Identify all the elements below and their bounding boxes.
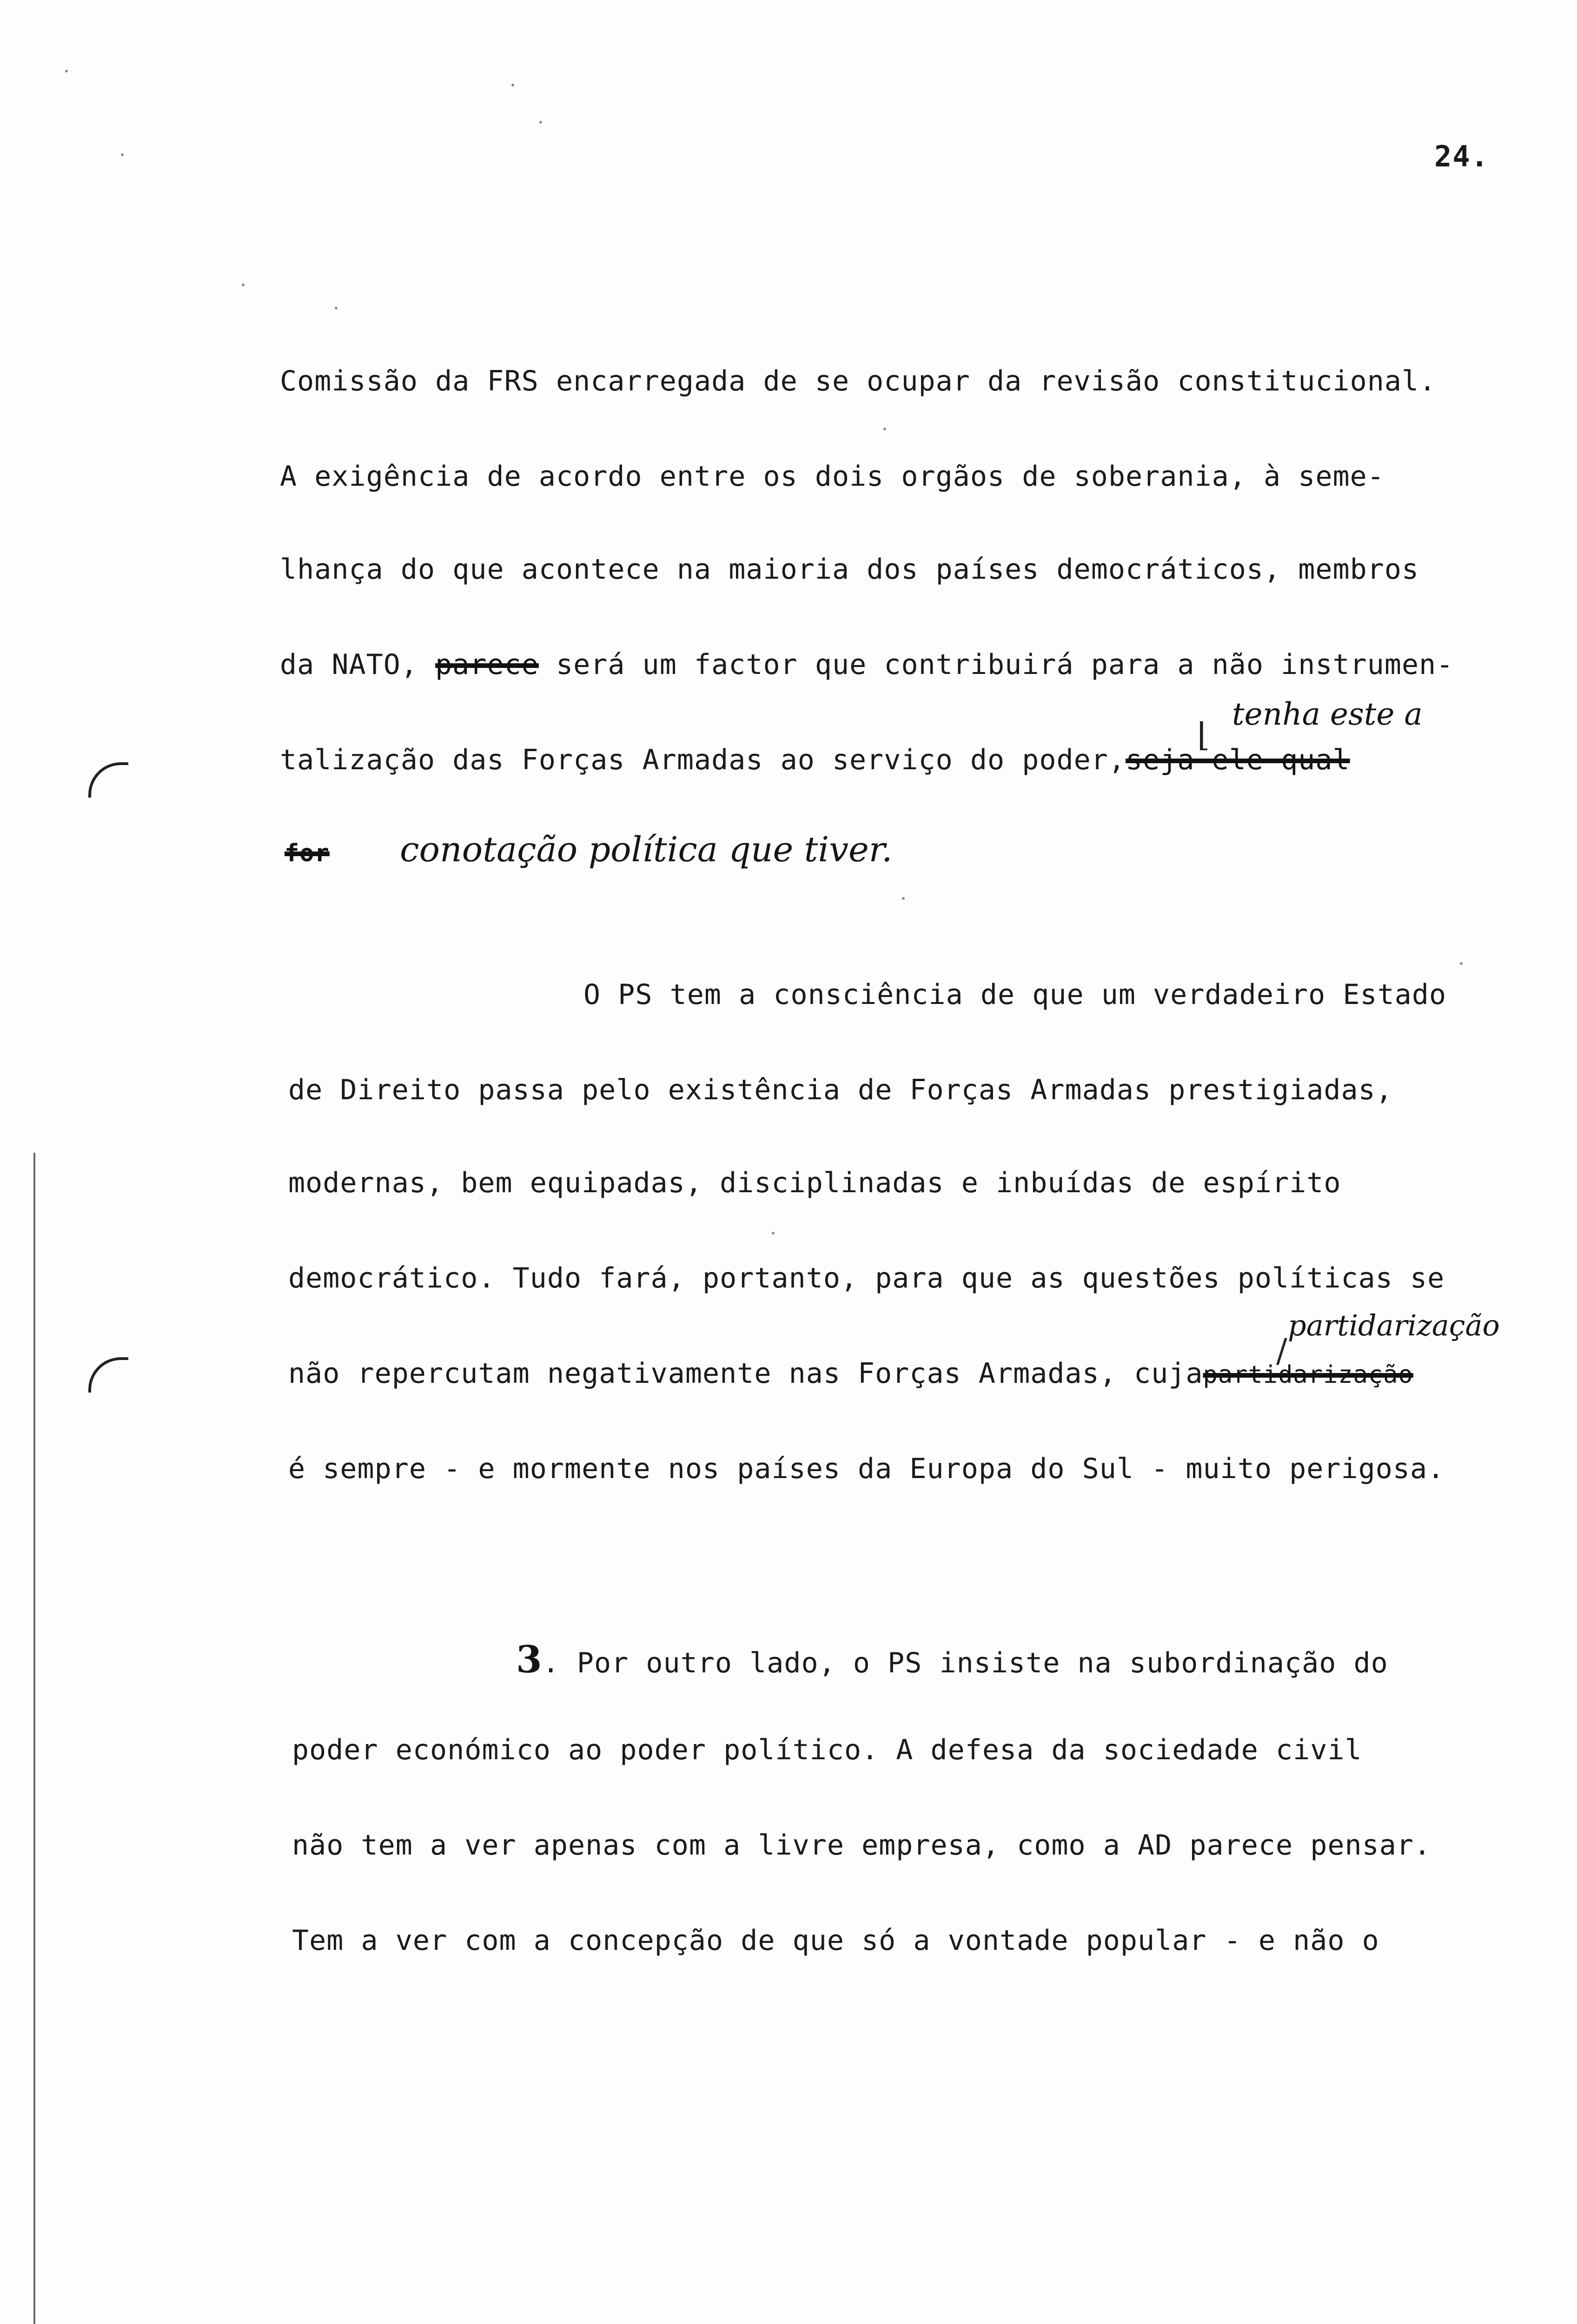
scan-speck (242, 284, 245, 286)
p3-line-3: não tem a ver apenas com a livre empresa, como a AD parece pensar. (292, 1829, 1431, 1862)
struck-word-partidarizacao: partidarização (1203, 1361, 1413, 1389)
handwritten-insert-partidarizacao: partidarização (1288, 1308, 1500, 1342)
p1-line-1: Comissão da FRS encarregada de se ocupar da revisão constitucional. (280, 365, 1437, 397)
scan-speck (902, 897, 905, 900)
p1-line-5 (280, 746, 1350, 774)
left-edge-line (33, 1153, 35, 2324)
margin-hole-mark-lower (88, 1357, 128, 1393)
p3-line-1 (516, 1637, 1388, 1681)
p2-line-3: modernas, bem equipadas, disciplinadas e inbuídas de espírito (288, 1167, 1341, 1199)
scan-speck (539, 121, 542, 124)
p1-line-3: lhança do que acontece na maioria dos países democráticos, membros (280, 553, 1419, 586)
p1-line-2: A exigência de acordo entre os dois orgãos de soberania, à seme- (280, 460, 1385, 493)
struck-word-for: for (285, 839, 330, 867)
p3-line-2: poder económico ao poder político. A defesa da sociedade civil (292, 1734, 1362, 1766)
scan-speck (883, 428, 886, 430)
scan-speck (772, 1232, 775, 1235)
struck-word-parece: parece (435, 648, 539, 681)
scan-speck (1460, 962, 1463, 965)
insertion-caret-1: ⌊ (1197, 716, 1210, 754)
p3-line-4: Tem a ver com a concepção de que só a vontade popular - e não o (292, 1924, 1379, 1957)
insertion-caret-2: / (1276, 1332, 1287, 1370)
p3-line-1-text: . Por outro lado, o PS insiste na subordinação do (542, 1647, 1388, 1679)
handwritten-insert-tenha-este-a: tenha este a (1232, 696, 1423, 732)
p2-line-2 (288, 1076, 1393, 1104)
p1-line-4-pre: da NATO, (280, 648, 436, 681)
section-number: 3 (516, 1637, 543, 1681)
margin-hole-mark-upper (88, 762, 128, 798)
scan-speck (511, 84, 514, 86)
page-number: 24. (1434, 139, 1489, 173)
p2-line-6: é sempre - e mormente nos países da Europa do Sul - muito perigosa. (288, 1452, 1445, 1485)
p1-line-6-struck (285, 841, 330, 865)
handwritten-conotacao-politica: conotação política que tiver. (400, 830, 893, 870)
scan-speck (121, 153, 124, 156)
p1-line-5-pre: talização das Forças Armadas ao serviço do poder, (280, 744, 1126, 776)
struck-phrase-seja-ele-qual: seja ele qual (1126, 744, 1350, 776)
scan-speck (335, 307, 338, 310)
p1-line-4 (280, 648, 1454, 681)
p1-line-4-post: será um factor que contribuirá para a não instrumen- (538, 648, 1454, 681)
p2-line-5 (288, 1357, 1413, 1390)
p2-line-2-rest: Direito passa pelo existência de Forças Armadas prestigiadas, (340, 1074, 1393, 1106)
scan-speck (65, 70, 68, 73)
p2-line-4: democrático. Tudo fará, portanto, para que as questões políticas se (288, 1262, 1445, 1294)
p2-line-2-prefix: de (288, 1074, 340, 1106)
p2-line-5-pre: não repercutam negativamente nas Forças Armadas, cuja (288, 1357, 1203, 1390)
p2-line-1: O PS tem a consciência de que um verdadeiro Estado (583, 978, 1447, 1011)
